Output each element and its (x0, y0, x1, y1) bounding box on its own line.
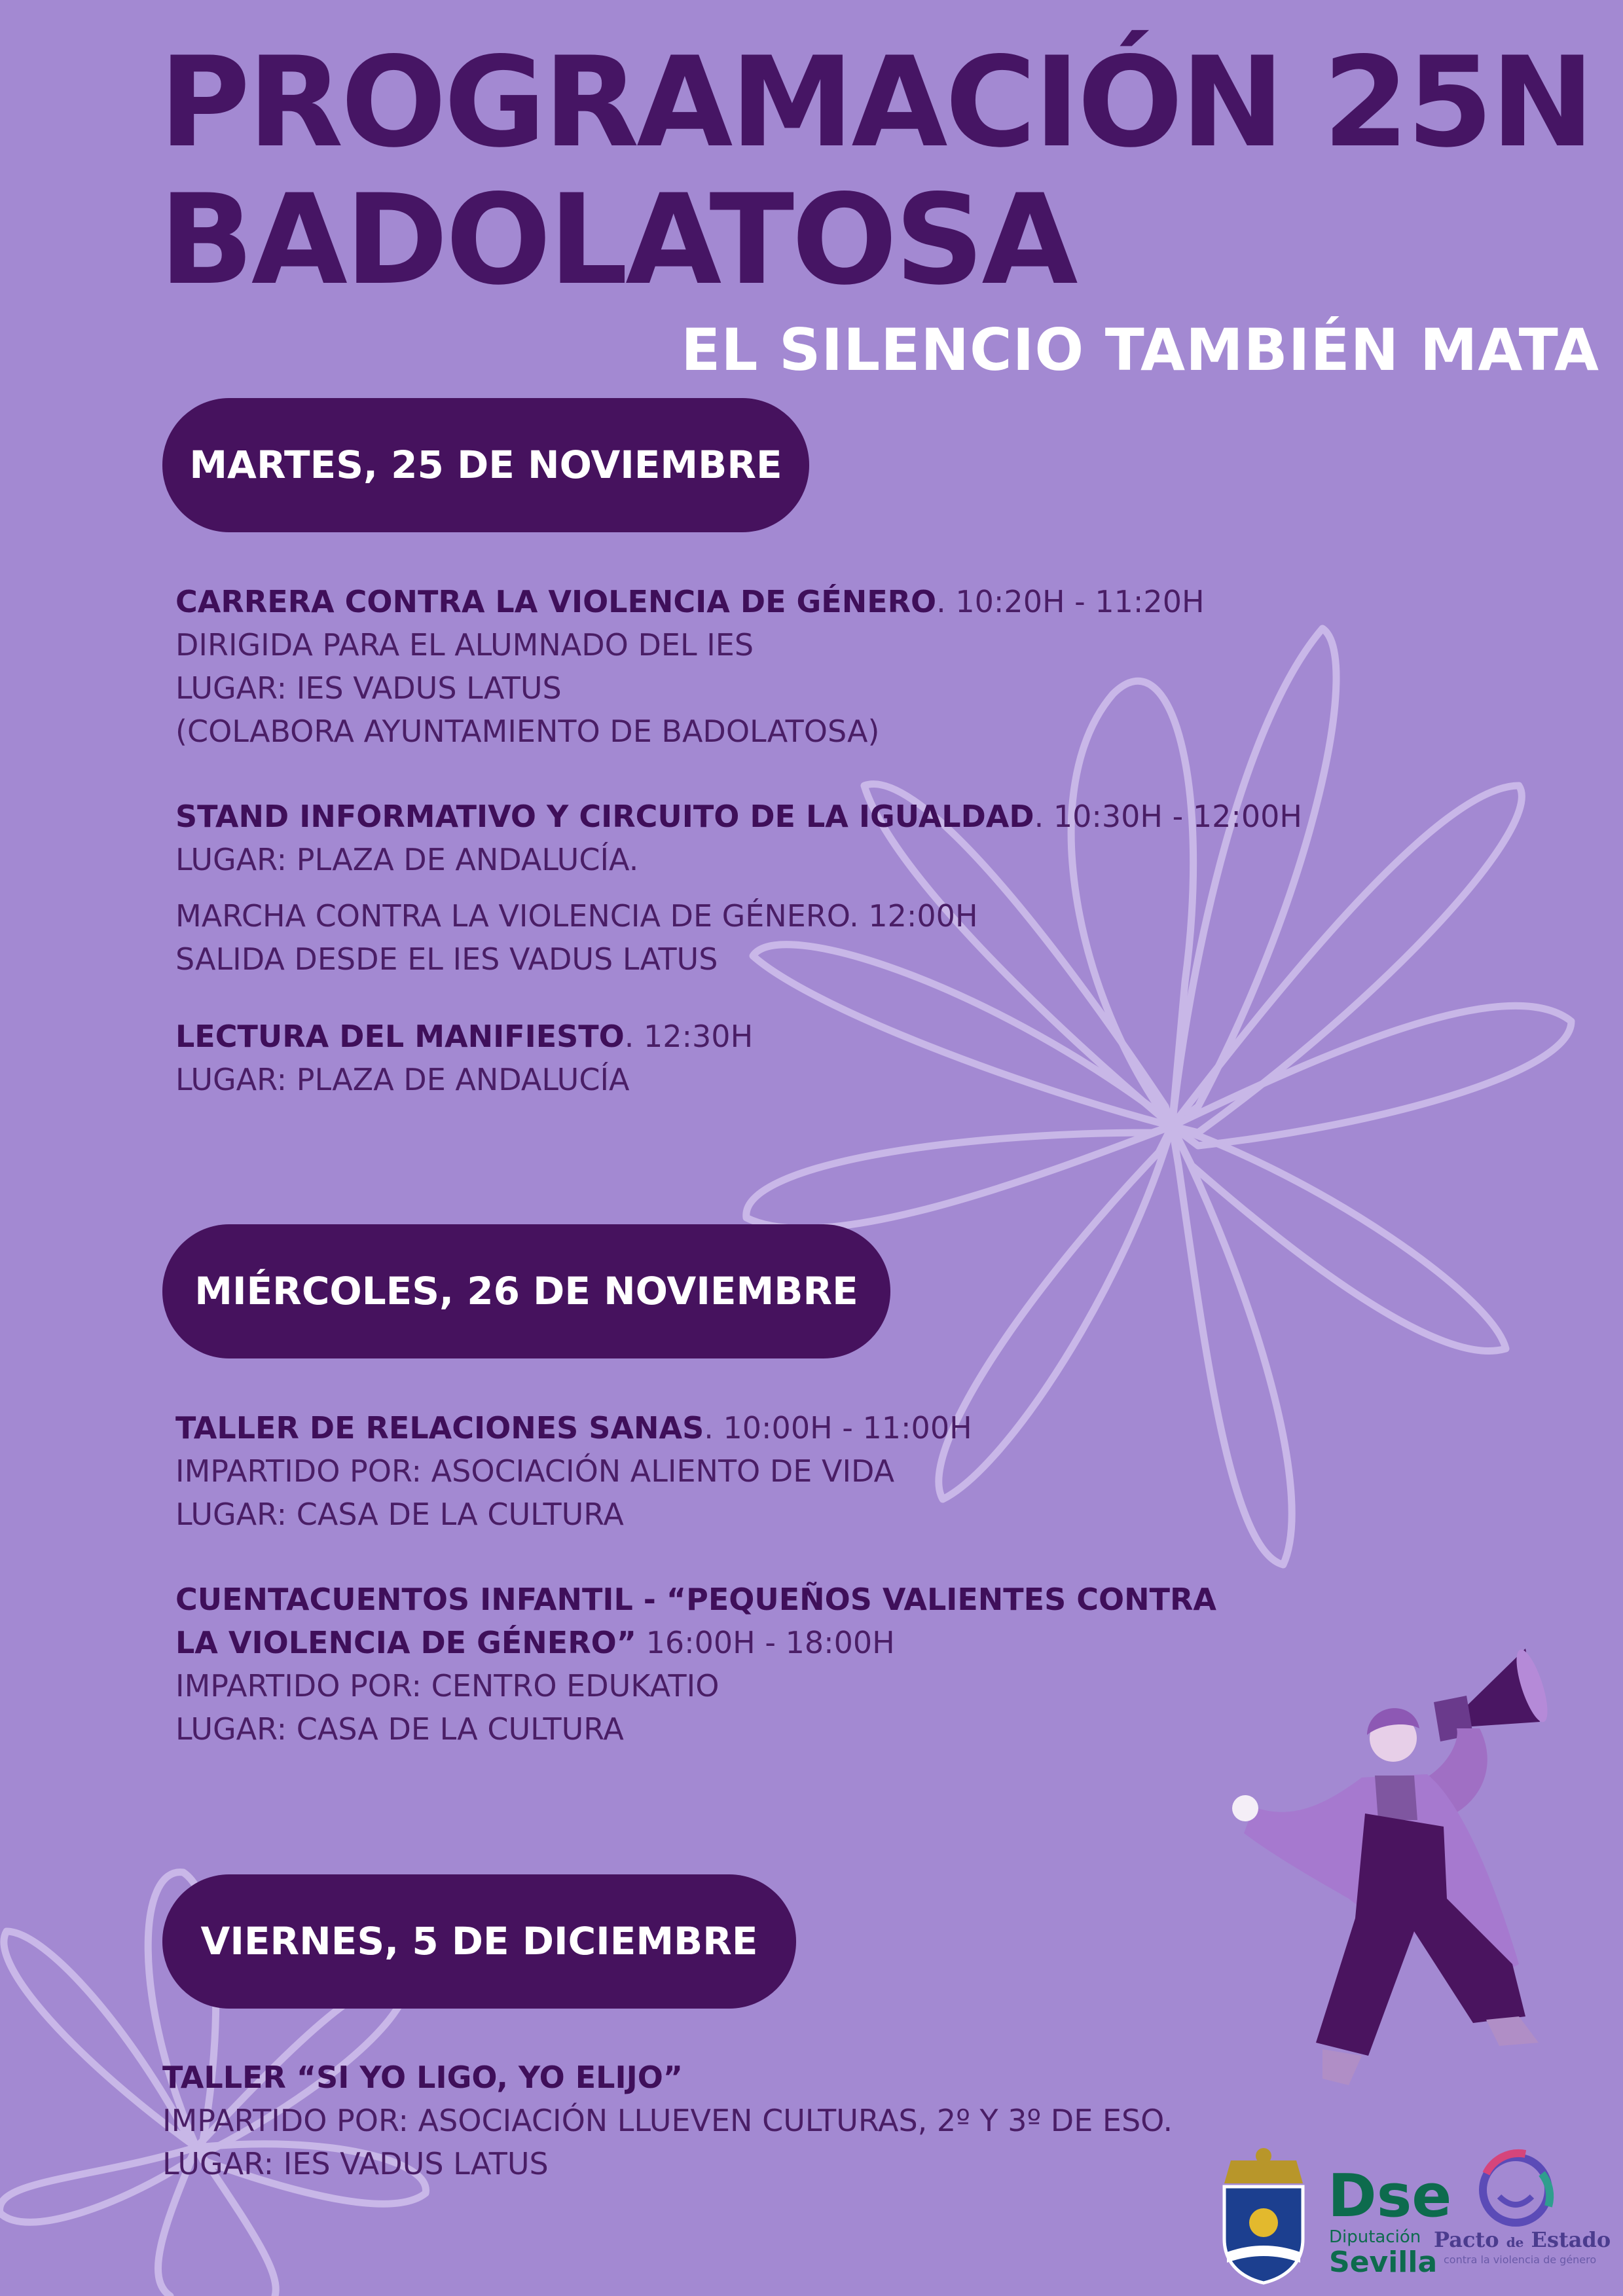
event-time: . 12:30H (624, 1019, 754, 1054)
svg-text:Diputación: Diputación (1329, 2227, 1421, 2247)
day-section-tuesday (175, 580, 1485, 1143)
event-detail: LUGAR: CASA DE LA CULTURA (175, 1711, 624, 1747)
event-detail: DIRIGIDA PARA EL ALUMNADO DEL IES (175, 627, 754, 663)
event-detail: MARCHA CONTRA LA VIOLENCIA DE GÉNERO. 12:00H (175, 898, 978, 934)
event-detail: LUGAR: IES VADUS LATUS (175, 670, 562, 706)
event-time: . 10:00H - 11:00H (704, 1410, 972, 1446)
event-detail: (COLABORA AYUNTAMIENTO DE BADOLATOSA) (175, 714, 880, 749)
event-name: STAND INFORMATIVO Y CIRCUITO DE LA IGUALDAD (175, 799, 1034, 834)
subtitle: EL SILENCIO TAMBIÉN MATA (681, 316, 1599, 384)
event-detail: LUGAR: IES VADUS LATUS (162, 2146, 549, 2181)
event-time: 16:00H - 18:00H (636, 1625, 895, 1660)
event-detail: LUGAR: PLAZA DE ANDALUCÍA (175, 1062, 630, 1097)
event-name: TALLER “SI YO LIGO, YO ELIJO” (162, 2060, 684, 2095)
event-detail: IMPARTIDO POR: ASOCIACIÓN ALIENTO DE VIDA (175, 1453, 895, 1489)
event-detail: SALIDA DESDE EL IES VADUS LATUS (175, 941, 718, 977)
day-section-friday (162, 2056, 1472, 2185)
page-title (159, 30, 1592, 312)
event-time: . 10:20H - 11:20H (936, 584, 1205, 619)
event-name: TALLER DE RELACIONES SANAS (175, 1410, 704, 1446)
event-name-line-2: LA VIOLENCIA DE GÉNERO” (175, 1625, 636, 1660)
svg-text:Dse: Dse (1328, 2162, 1452, 2231)
event-name: CARRERA CONTRA LA VIOLENCIA DE GÉNERO (175, 584, 937, 619)
event-time: . 10:30H - 12:00H (1034, 799, 1302, 834)
event-detail: IMPARTIDO POR: ASOCIACIÓN LLUEVEN CULTURAS, 2º Y 3º DE ESO. (162, 2103, 1173, 2138)
title-line-1: PROGRAMACIÓN 25N (159, 30, 1592, 175)
event-detail: LUGAR: PLAZA DE ANDALUCÍA. (175, 842, 639, 877)
event-name: LECTURA DEL MANIFIESTO (175, 1019, 625, 1054)
event-item (175, 1578, 1485, 1751)
day-pill-wednesday: MIÉRCOLES, 26 DE NOVIEMBRE (162, 1224, 890, 1358)
day-section-wednesday (175, 1406, 1485, 1793)
event-detail: IMPARTIDO POR: CENTRO EDUKATIO (175, 1668, 720, 1704)
svg-text:contra la violencia de género: contra la violencia de género (1444, 2253, 1597, 2266)
svg-text:Sevilla: Sevilla (1329, 2246, 1438, 2279)
day-pill-tuesday: MARTES, 25 DE NOVIEMBRE (162, 398, 809, 532)
event-item (175, 894, 1485, 981)
title-line-2: BADOLATOSA (159, 168, 1076, 312)
svg-text:Pacto de Estado: Pacto de Estado (1434, 2227, 1611, 2252)
event-detail: LUGAR: CASA DE LA CULTURA (175, 1497, 624, 1532)
event-name-line-1: CUENTACUENTOS INFANTIL - “PEQUEÑOS VALIENTES CONTRA (175, 1582, 1217, 1617)
event-item (175, 1015, 1485, 1101)
event-item (175, 1406, 1485, 1536)
day-pill-friday: VIERNES, 5 DE DICIEMBRE (162, 1874, 796, 2009)
event-item (162, 2056, 1472, 2185)
event-item (175, 580, 1485, 753)
event-item (175, 795, 1485, 881)
